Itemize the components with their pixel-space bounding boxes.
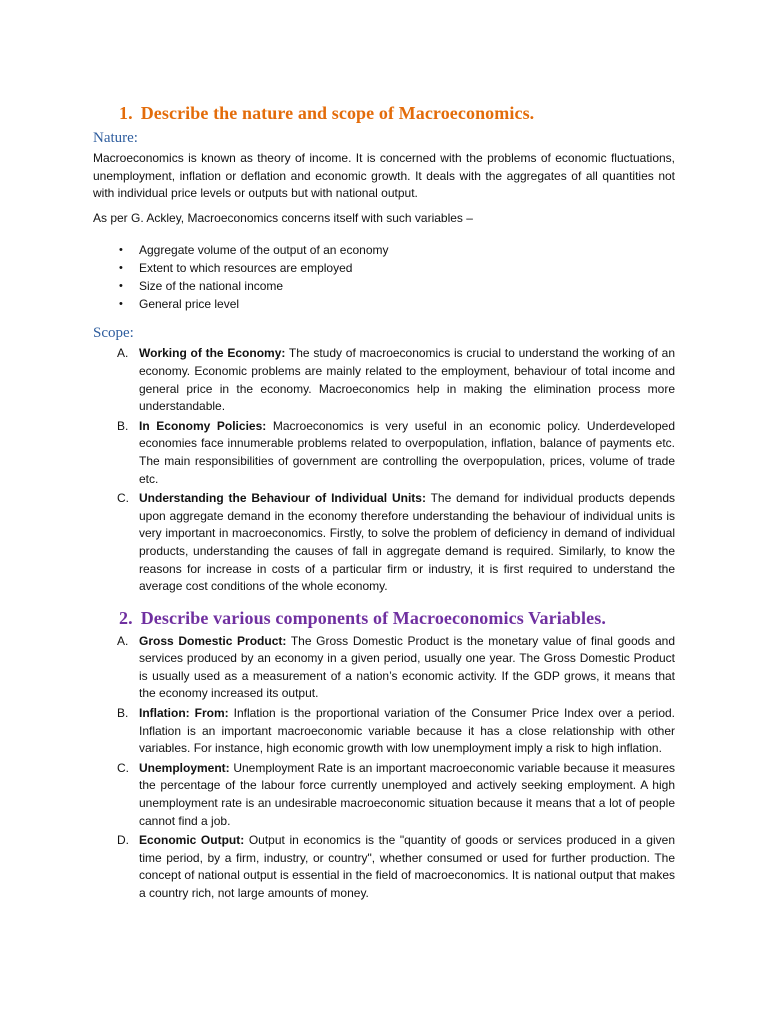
components-list: [93, 633, 675, 903]
item-letter: C.: [117, 491, 129, 506]
item-text: The study of macroeconomics is crucial to understand the working of an economy. Economic problems are mainly related to the employment, behaviour of total income and general price in the economy. Macroeconomics help in making the elimination process more understandable.: [139, 346, 676, 414]
list-item: [93, 490, 675, 596]
item-term: Working of the Economy:: [139, 346, 286, 361]
item-term: Inflation: From:: [139, 706, 229, 721]
bullet-text: General price level: [139, 297, 240, 312]
nature-heading: Nature:: [93, 130, 138, 146]
bullet-icon: •: [119, 298, 123, 311]
section-1-heading: [119, 103, 675, 124]
list-item: [93, 832, 675, 902]
bullet-icon: •: [119, 262, 123, 275]
section-1-title: Describe the nature and scope of Macroeconomics.: [140, 103, 535, 123]
nature-paragraph: Macroeconomics is known as theory of income. It is concerned with the problems of economic fluctuations, unemployment, inflation or deflation and economic growth. It deals with the aggregates of all quantities not with individual price levels or outputs but with national output.: [93, 151, 675, 201]
item-term: Gross Domestic Product:: [139, 633, 287, 648]
section-1-number: 1.: [119, 103, 133, 123]
scope-list: [93, 345, 675, 595]
list-item: [93, 760, 675, 830]
item-term: Understanding the Behaviour of Individual Units:: [139, 491, 426, 506]
ackley-bullet-list: [93, 241, 675, 313]
item-text: The demand for individual products depends upon aggregate demand in the economy therefore understanding the behaviour of individual units is very important in macroeconomics. Firstly, to solve the problem of deficiency in demand of individual products, understanding the causes of fall in aggregate demand is required. Similarly, to know the reasons for increase in costs of a particular firm or industry, it is first required to understand the average cost conditions of the whole economy.: [139, 491, 675, 594]
item-letter: C.: [117, 760, 129, 775]
ackley-intro: As per G. Ackley, Macroeconomics concerns itself with such variables –: [93, 210, 473, 225]
section-2-title: Describe various components of Macroeconomics Variables.: [140, 607, 606, 628]
list-item: [93, 345, 675, 415]
item-letter: A.: [117, 346, 129, 361]
item-text: Inflation is the proportional variation of the Consumer Price Index over a period. Inflation is an important macroeconomic variable because it has a close relationship with other variables. For instance, high economic growth with low unemployment imply a risk to high inflation.: [139, 706, 675, 756]
list-item: [93, 259, 675, 277]
item-text: Macroeconomics is very useful in an economic policy. Underdeveloped economies face innumerable problems related to overpopulation, inflation, balance of payments etc. The main responsibilities of government are controlling the overpopulation, prices, volume of trade etc.: [139, 418, 675, 486]
bullet-icon: •: [119, 244, 123, 257]
item-letter: B.: [117, 706, 129, 721]
item-text: The Gross Domestic Product is the monetary value of final goods and services produced by an economy in a given period, usually one year. The Gross Domestic Product is usually used as a measurement of a nation’s economic activity. If the GDP grows, it means that the economy increased its output.: [139, 633, 675, 701]
item-letter: D.: [117, 833, 129, 848]
item-letter: B.: [117, 418, 129, 433]
list-item: [93, 295, 675, 313]
list-item: [93, 241, 675, 259]
list-item: [93, 705, 675, 758]
item-letter: A.: [117, 633, 129, 648]
scope-heading: Scope:: [93, 325, 134, 342]
section-2-heading: [119, 608, 675, 629]
item-term: In Economy Policies:: [139, 418, 267, 433]
bullet-text: Aggregate volume of the output of an economy: [139, 243, 389, 258]
item-term: Unemployment:: [139, 760, 230, 775]
list-item: [93, 277, 675, 295]
bullet-icon: •: [119, 280, 123, 293]
item-text: Output in economics is the "quantity of goods or services produced in a given time period, by a firm, industry, or country", whether consumed or used for further production. The concept of national output is essential in the field of macroeconomics. It is national output that makes a country rich, not large amounts of money.: [139, 833, 675, 900]
list-item: [93, 418, 675, 488]
list-item: [93, 633, 675, 703]
item-term: Economic Output:: [139, 833, 245, 848]
bullet-text: Extent to which resources are employed: [139, 261, 353, 276]
section-2-number: 2.: [119, 607, 133, 628]
document-content: [93, 103, 675, 905]
item-text: Unemployment Rate is an important macroeconomic variable because it measures the percentage of the labour force currently unemployed and actively seeking employment. A high unemployment rate is an undesirable macroeconomic situation because it means that a lot of people cannot find a job.: [139, 760, 675, 828]
bullet-text: Size of the national income: [139, 279, 284, 294]
